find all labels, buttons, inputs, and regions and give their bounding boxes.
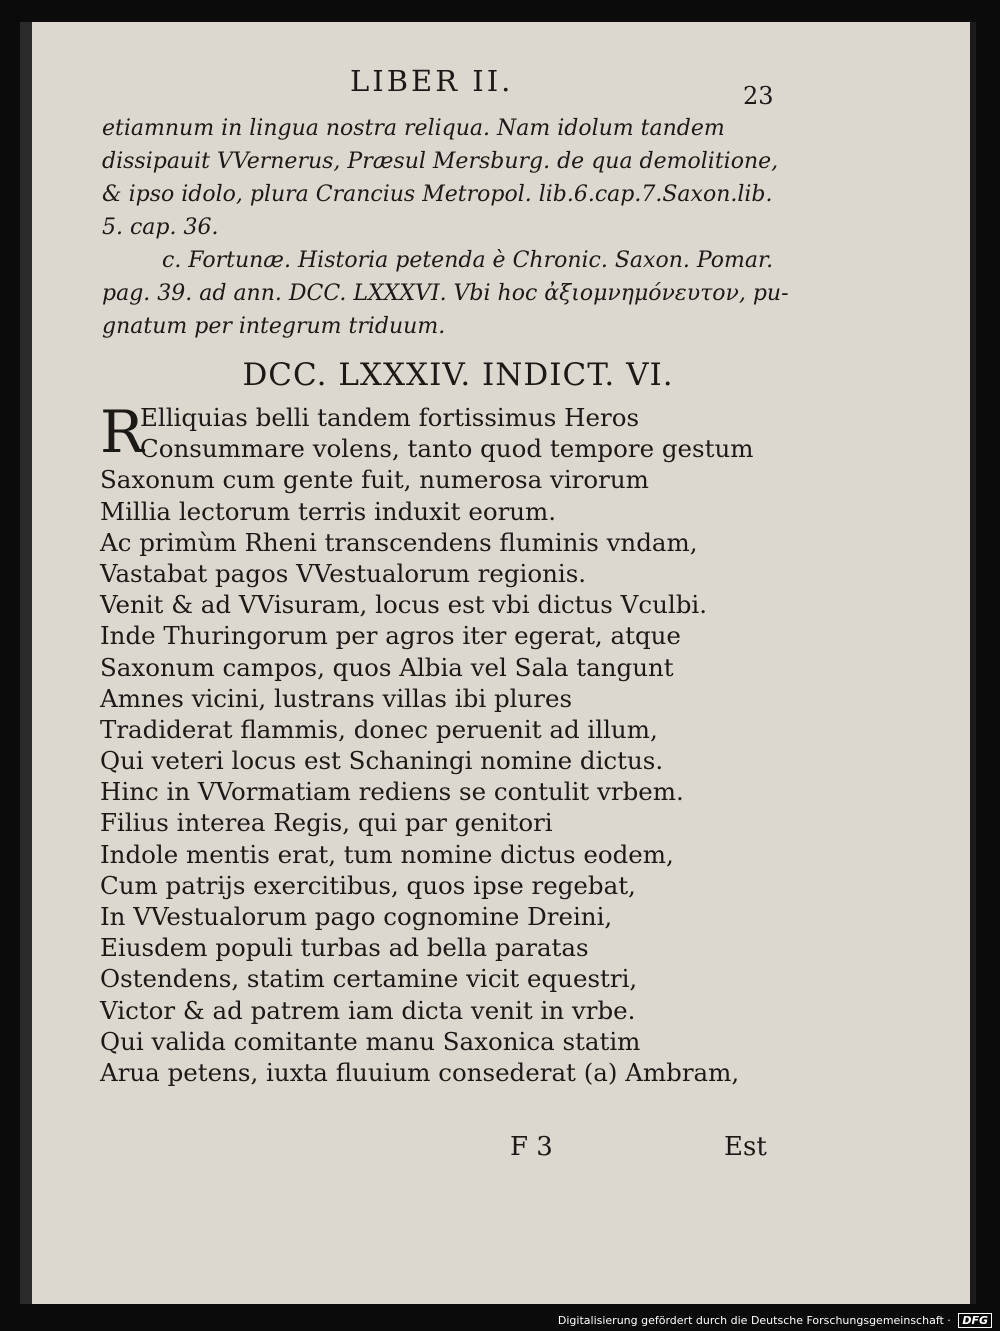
verse-line: Filius interea Regis, qui par genitori bbox=[100, 808, 553, 838]
section-heading: DCC. LXXXIV. INDICT. VI. bbox=[242, 357, 674, 393]
verse-line: Arua petens, iuxta fluuium consederat (a) Ambram, bbox=[100, 1057, 740, 1087]
verse-line: Qui valida comitante manu Saxonica statim bbox=[100, 1026, 641, 1056]
note-line: 5. cap. 36. bbox=[102, 215, 219, 240]
verse-line: Eiusdem populi turbas ad bella paratas bbox=[100, 933, 589, 963]
verse-block bbox=[100, 398, 840, 1088]
verse-line: Inde Thuringorum per agros iter egerat, atque bbox=[100, 621, 681, 651]
note-line: & ipso idolo, plura Crancius Metropol. lib.6.cap.7.Saxon.lib. bbox=[102, 182, 773, 207]
dfg-logo-icon: DFG bbox=[958, 1313, 992, 1328]
catchword: Est bbox=[724, 1132, 767, 1162]
funding-credit bbox=[558, 1313, 992, 1328]
page-text bbox=[20, 22, 970, 1304]
note-line: etiamnum in lingua nostra reliqua. Nam idolum tandem bbox=[102, 116, 725, 141]
verse-line: Amnes vicini, lustrans villas ibi plures bbox=[100, 683, 573, 713]
verse-line: Saxonum cum gente fuit, numerosa virorum bbox=[100, 465, 649, 495]
verse-line: Saxonum campos, quos Albia vel Sala tangunt bbox=[100, 652, 674, 682]
commentary-notes bbox=[102, 112, 789, 343]
note-line: dissipauit VVernerus, Præsul Mersburg. de qua demolitione, bbox=[102, 149, 779, 174]
verse-line: Qui veteri locus est Schaningi nomine dictus. bbox=[100, 746, 664, 776]
drop-cap: R bbox=[100, 398, 144, 466]
page-number: 23 bbox=[743, 82, 774, 110]
verse-line: Hinc in VVormatiam rediens se contulit vrbem. bbox=[100, 777, 684, 807]
book-page bbox=[20, 22, 976, 1304]
running-title: LIBER II. bbox=[350, 64, 514, 98]
note-line: pag. 39. ad ann. DCC. LXXXVI. Vbi hoc ἀξιομνημόνευτον, pu- bbox=[102, 281, 789, 306]
verse-line: Victor & ad patrem iam dicta venit in vrbe. bbox=[100, 995, 636, 1025]
verse-line: Venit & ad VVisuram, locus est vbi dictus Vculbi. bbox=[100, 590, 707, 620]
verse-line: Tradiderat flammis, donec peruenit ad illum, bbox=[100, 714, 658, 744]
verse-line: Ostendens, statim certamine vicit equestri, bbox=[100, 964, 638, 994]
verse-line: Ac primùm Rheni transcendens fluminis vndam, bbox=[100, 527, 698, 557]
verse-line: Indole mentis erat, tum nomine dictus eodem, bbox=[100, 839, 674, 869]
verse-line: In VVestualorum pago cognomine Dreini, bbox=[100, 902, 613, 931]
verse-line: Consummare volens, tanto quod tempore gestum bbox=[140, 434, 754, 464]
note-line: c. Fortunæ. Historia petenda è Chronic. Saxon. Pomar. bbox=[162, 248, 774, 273]
credit-text: Digitalisierung gefördert durch die Deutsche Forschungsgemeinschaft · bbox=[557, 1314, 951, 1327]
verse-line: Vastabat pagos VVestualorum regionis. bbox=[100, 558, 587, 588]
verse-line: Cum patrijs exercitibus, quos ipse regebat, bbox=[100, 870, 636, 900]
verse-line: Millia lectorum terris induxit eorum. bbox=[100, 496, 557, 526]
signature-mark: F 3 bbox=[510, 1132, 553, 1162]
verse-line: Elliquias belli tandem fortissimus Heros bbox=[140, 403, 640, 432]
note-line: gnatum per integrum triduum. bbox=[102, 314, 446, 339]
